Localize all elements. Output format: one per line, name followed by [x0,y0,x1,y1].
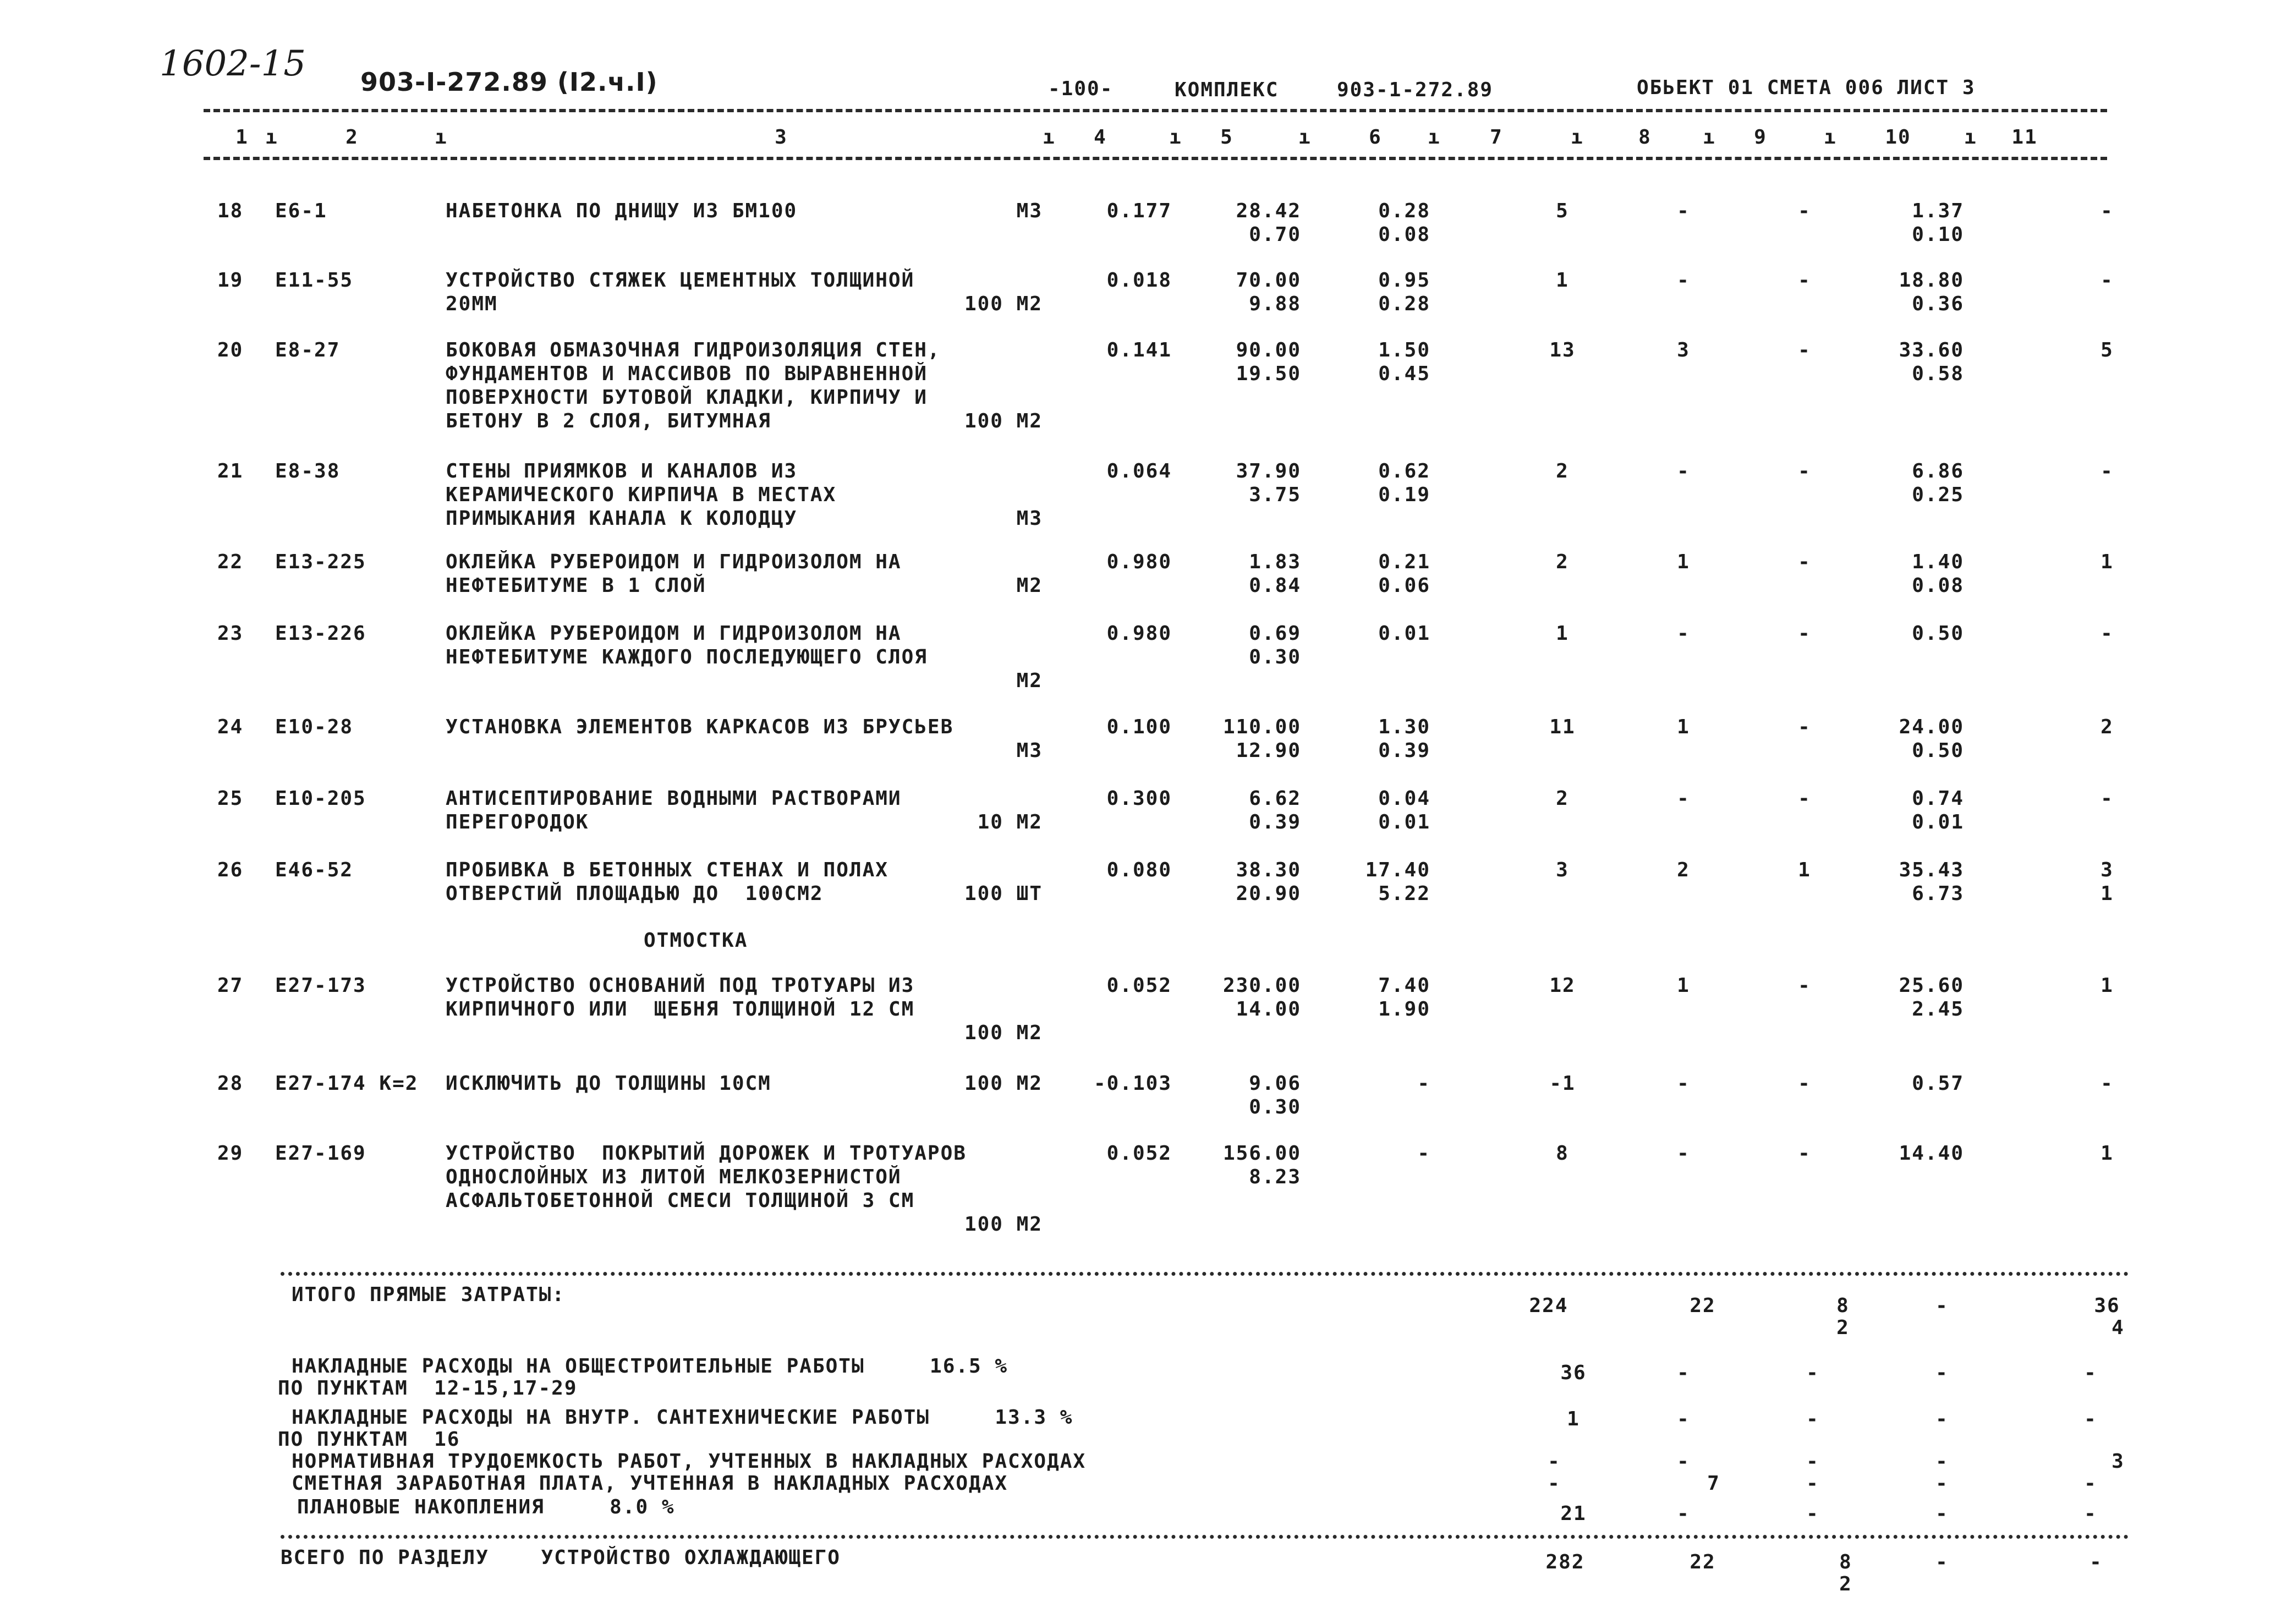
row-col9: - [1798,460,1811,482]
row-code: Е6-1 [275,200,327,222]
row-col5: 20.90 [1236,882,1301,905]
row-col8: - [1677,460,1690,482]
row-code: Е8-27 [275,339,341,361]
row-unit: М3 [1016,200,1043,222]
row-col7: 2 [1556,460,1569,482]
row-col11: - [2100,200,2114,222]
direct-c11: 4 [2112,1316,2125,1339]
row-quantity: 0.052 [1106,974,1172,997]
row-col9: - [1798,551,1811,573]
row-col5: 0.84 [1249,574,1301,597]
row-col7: 13 [1549,339,1576,361]
row-col6: 0.01 [1378,622,1430,645]
row-col5: 8.23 [1249,1166,1301,1188]
direct-costs-label: ИТОГО ПРЯМЫЕ ЗАТРАТЫ: [292,1283,566,1306]
row-code: Е27-169 [275,1142,366,1165]
wage-value: 7 [1707,1472,1720,1495]
row-unit: 100 М2 [964,293,1043,315]
wage-value: - [1548,1472,1561,1495]
row-quantity: 0.980 [1106,551,1172,573]
row-col7: 1 [1556,269,1569,292]
row-description: ОДНОСЛОЙНЫХ ИЗ ЛИТОЙ МЕЛКОЗЕРНИСТОЙ [446,1166,902,1188]
row-quantity: -0.103 [1093,1072,1172,1095]
row-number: 18 [217,200,244,222]
row-col9: - [1798,269,1811,292]
row-col10: 6.73 [1912,882,1964,905]
row-col6: 0.28 [1378,293,1430,315]
row-description: БЕТОНУ В 2 СЛОЯ, БИТУМНАЯ [446,410,771,432]
row-description: АНТИСЕПТИРОВАНИЕ ВОДНЫМИ РАСТВОРАМИ [446,787,902,810]
overhead-general-value: - [1806,1362,1819,1384]
row-description: ПРОБИВКА В БЕТОННЫХ СТЕНАХ И ПОЛАХ [446,859,889,881]
row-description: ОКЛЕЙКА РУБЕРОИДОМ И ГИДРОИЗОЛОМ НА [446,622,902,645]
row-unit: 100 М2 [964,1022,1043,1044]
row-col5: 38.30 [1236,859,1301,881]
row-col5: 37.90 [1236,460,1301,482]
row-col6: 0.01 [1378,811,1430,833]
row-col8: - [1677,200,1690,222]
row-col6: 1.50 [1378,339,1430,361]
row-col8: 1 [1677,974,1690,997]
row-number: 20 [217,339,244,361]
row-col7: 1 [1556,622,1569,645]
row-quantity: 0.100 [1106,716,1172,738]
row-quantity: 0.300 [1106,787,1172,810]
row-unit: М3 [1016,739,1043,762]
overhead-general-value: 36 [1560,1362,1587,1384]
row-number: 19 [217,269,244,292]
row-code: Е10-28 [275,716,354,738]
column-separator: ı [265,126,278,149]
row-description: ПЕРЕГОРОДОК [446,811,589,833]
row-col6: 0.04 [1378,787,1430,810]
row-col5: 19.50 [1236,363,1301,385]
row-col8: 2 [1677,859,1690,881]
row-description: СТЕНЫ ПРИЯМКОВ И КАНАЛОВ ИЗ [446,460,798,482]
row-description: ОКЛЕЙКА РУБЕРОИДОМ И ГИДРОИЗОЛОМ НА [446,551,902,573]
column-separator: ı [435,126,448,149]
row-col7: 2 [1556,551,1569,573]
row-col7: 11 [1549,716,1576,738]
row-col6: 1.30 [1378,716,1430,738]
row-col10: 6.86 [1912,460,1964,482]
row-col11: - [2100,787,2114,810]
row-quantity: 0.080 [1106,859,1172,881]
row-description: АСФАЛЬТОБЕТОННОЙ СМЕСИ ТОЛЩИНОЙ 3 СМ [446,1189,915,1212]
planned-savings-label: ПЛАНОВЫЕ НАКОПЛЕНИЯ 8.0 % [297,1496,675,1518]
planned-savings-value: - [1677,1502,1690,1525]
row-col7: 8 [1556,1142,1569,1165]
row-col8: 3 [1677,339,1690,361]
row-col8: - [1677,269,1690,292]
section-total-label: ВСЕГО ПО РАЗДЕЛУ УСТРОЙСТВО ОХЛАЖДАЮЩЕГО [281,1546,841,1569]
wage-value: - [1806,1472,1819,1495]
row-col5: 14.00 [1236,998,1301,1021]
row-description: НЕФТЕБИТУМЕ В 1 СЛОЙ [446,574,706,597]
row-col5: 1.83 [1249,551,1301,573]
wage-label: СМЕТНАЯ ЗАРАБОТНАЯ ПЛАТА, УЧТЕННАЯ В НАКЛАДНЫХ РАСХОДАХ [292,1472,1008,1495]
row-col10: 1.37 [1912,200,1964,222]
direct-c10: - [1935,1294,1949,1317]
row-description: БОКОВАЯ ОБМАЗОЧНАЯ ГИДРОИЗОЛЯЦИЯ СТЕН, [446,339,941,361]
row-number: 23 [217,622,244,645]
labor-value: - [1548,1450,1561,1473]
labor-value: 3 [2112,1450,2125,1473]
row-col11: - [2100,622,2114,645]
dotted-rule [281,1272,2129,1276]
row-number: 22 [217,551,244,573]
row-description: НАБЕТОНКА ПО ДНИЩУ ИЗ БМ100 [446,200,798,222]
row-number: 29 [217,1142,244,1165]
column-separator: ı [1964,126,1977,149]
row-col10: 0.10 [1912,223,1964,246]
column-header-2: 2 [345,126,359,149]
overhead-sanitary-label: НАКЛАДНЫЕ РАСХОДЫ НА ВНУТР. САНТЕХНИЧЕСКИЕ РАБОТЫ 13.3 % [292,1406,1073,1429]
page-number: -100- [1048,78,1114,100]
row-col11: 5 [2100,339,2114,361]
row-col11: 1 [2100,882,2114,905]
overhead-sanitary-value: - [2084,1408,2097,1430]
labor-value: - [1677,1450,1690,1473]
overhead-general-value: - [1935,1362,1949,1384]
row-quantity: 0.018 [1106,269,1172,292]
row-quantity: 0.064 [1106,460,1172,482]
overhead-general-value: - [2084,1362,2097,1384]
column-header-5: 5 [1220,126,1233,149]
row-col10: 0.08 [1912,574,1964,597]
planned-savings-value: - [1806,1502,1819,1525]
row-description: КЕРАМИЧЕСКОГО КИРПИЧА В МЕСТАХ [446,484,837,506]
column-separator: ı [1571,126,1584,149]
column-separator: ı [1169,126,1182,149]
row-col5: 0.39 [1249,811,1301,833]
row-col6: 1.90 [1378,998,1430,1021]
row-description: УСТРОЙСТВО ОСНОВАНИЙ ПОД ТРОТУАРЫ ИЗ [446,974,915,997]
row-col10: 24.00 [1899,716,1964,738]
object-info: ОБЬЕКТ 01 СМЕТА 006 ЛИСТ 3 [1637,76,1976,99]
column-header-8: 8 [1638,126,1652,149]
overhead-sanitary-value: - [1806,1408,1819,1430]
row-number: 24 [217,716,244,738]
column-separator: ı [1298,126,1312,149]
row-description: УСТРОЙСТВО ПОКРЫТИЙ ДОРОЖЕК И ТРОТУАРОВ [446,1142,967,1165]
row-code: Е46-52 [275,859,354,881]
row-description: ПРИМЫКАНИЯ КАНАЛА К КОЛОДЦУ [446,507,798,530]
row-col9: 1 [1798,859,1811,881]
row-col5: 12.90 [1236,739,1301,762]
dashed-rule [204,109,2107,112]
row-code: Е27-174 К=2 [275,1072,419,1095]
row-code: Е13-225 [275,551,366,573]
row-col6: 0.08 [1378,223,1430,246]
row-col7: -1 [1549,1072,1576,1095]
column-separator: ı [1043,126,1056,149]
dashed-rule [204,157,2107,160]
section-c7: 282 [1545,1551,1585,1573]
section-c9: 8 [1839,1551,1852,1573]
row-col6: 0.95 [1378,269,1430,292]
row-col5: 0.30 [1249,1096,1301,1118]
row-col8: - [1677,622,1690,645]
row-unit: 100 М2 [964,1072,1043,1095]
row-col5: 0.69 [1249,622,1301,645]
row-col11: - [2100,460,2114,482]
row-col10: 0.58 [1912,363,1964,385]
row-unit: 100 М2 [964,1213,1043,1236]
row-unit: М2 [1016,670,1043,692]
row-description: ПОВЕРХНОСТИ БУТОВОЙ КЛАДКИ, КИРПИЧУ И [446,386,928,409]
labor-value: - [1806,1450,1819,1473]
row-description: УСТАНОВКА ЭЛЕМЕНТОВ КАРКАСОВ ИЗ БРУСЬЕВ [446,716,954,738]
row-col6: - [1417,1142,1430,1165]
row-col10: 18.80 [1899,269,1964,292]
row-col6: 0.45 [1378,363,1430,385]
row-unit: М2 [1016,574,1043,597]
column-header-11: 11 [2011,126,2038,149]
complex-label: КОМПЛЕКС [1175,79,1279,101]
row-col7: 2 [1556,787,1569,810]
overhead-sanitary-value: - [1935,1408,1949,1430]
row-quantity: 0.141 [1106,339,1172,361]
column-header-7: 7 [1490,126,1503,149]
row-col7: 3 [1556,859,1569,881]
row-col5: 6.62 [1249,787,1301,810]
row-col8: 1 [1677,716,1690,738]
row-col6: 0.19 [1378,484,1430,506]
column-header-10: 10 [1885,126,1911,149]
row-col11: 1 [2100,551,2114,573]
direct-c7: 224 [1529,1294,1568,1317]
labor-label: НОРМАТИВНАЯ ТРУДОЕМКОСТЬ РАБОТ, УЧТЕННЫХ В НАКЛАДНЫХ РАСХОДАХ [292,1450,1087,1473]
row-code: Е10-205 [275,787,366,810]
row-description: УСТРОЙСТВО СТЯЖЕК ЦЕМЕНТНЫХ ТОЛЩИНОЙ [446,269,915,292]
direct-c11: 36 [2094,1294,2120,1317]
row-description: НЕФТЕБИТУМЕ КАЖДОГО ПОСЛЕДУЮЩЕГО СЛОЯ [446,646,928,668]
row-col5: 3.75 [1249,484,1301,506]
row-number: 26 [217,859,244,881]
row-quantity: 0.177 [1106,200,1172,222]
row-col5: 0.70 [1249,223,1301,246]
row-col10: 14.40 [1899,1142,1964,1165]
row-unit: 100 М2 [964,410,1043,432]
complex-number: 903-1-272.89 [1337,79,1494,101]
row-col10: 0.74 [1912,787,1964,810]
overhead-sanitary-items: ПО ПУНКТАМ 16 [278,1428,460,1451]
row-col6: 17.40 [1365,859,1430,881]
section-c10: - [1935,1551,1949,1573]
row-col9: - [1798,200,1811,222]
column-header-3: 3 [775,126,788,149]
direct-c9: 8 [1836,1294,1850,1317]
row-col11: 2 [2100,716,2114,738]
row-description: ОТВЕРСТИЙ ПЛОЩАДЬЮ ДО 100СМ2 [446,882,824,905]
doc-number: 903-I-272.89 (I2.ч.I) [360,67,658,97]
column-header-9: 9 [1754,126,1767,149]
row-number: 28 [217,1072,244,1095]
row-col9: - [1798,622,1811,645]
row-col9: - [1798,1142,1811,1165]
row-col6: 0.06 [1378,574,1430,597]
planned-savings-value: 21 [1560,1502,1587,1525]
row-col10: 0.36 [1912,293,1964,315]
wage-value: - [1935,1472,1949,1495]
row-col11: 1 [2100,1142,2114,1165]
row-description: ФУНДАМЕНТОВ И МАССИВОВ ПО ВЫРАВНЕННОЙ [446,363,928,385]
row-col6: 0.21 [1378,551,1430,573]
column-separator: ı [1428,126,1441,149]
row-col9: - [1798,787,1811,810]
row-code: Е13-226 [275,622,366,645]
row-col10: 1.40 [1912,551,1964,573]
row-col5: 110.00 [1222,716,1301,738]
overhead-sanitary-value: - [1677,1408,1690,1430]
row-quantity: 0.980 [1106,622,1172,645]
direct-c9: 2 [1836,1316,1850,1339]
overhead-general-label: НАКЛАДНЫЕ РАСХОДЫ НА ОБЩЕСТРОИТЕЛЬНЫЕ РАБОТЫ 16.5 % [292,1355,1008,1378]
row-description: 20ММ [446,293,498,315]
row-code: Е8-38 [275,460,341,482]
row-col10: 35.43 [1899,859,1964,881]
column-header-4: 4 [1094,126,1107,149]
dotted-rule [281,1535,2129,1539]
section-c11: - [2089,1551,2103,1573]
row-number: 21 [217,460,244,482]
subheading: ОТМОСТКА [644,929,748,952]
column-separator: ı [1824,126,1837,149]
row-col9: - [1798,716,1811,738]
column-header-6: 6 [1369,126,1382,149]
row-col8: 1 [1677,551,1690,573]
row-col10: 25.60 [1899,974,1964,997]
row-col7: 12 [1549,974,1576,997]
row-col11: 1 [2100,974,2114,997]
handwritten-code: 1602-15 [160,43,306,84]
row-col5: 9.88 [1249,293,1301,315]
row-number: 25 [217,787,244,810]
direct-c8: 22 [1690,1294,1716,1317]
section-c8: 22 [1690,1551,1716,1573]
row-col8: - [1677,787,1690,810]
row-code: Е27-173 [275,974,366,997]
row-description: КИРПИЧНОГО ИЛИ ЩЕБНЯ ТОЛЩИНОЙ 12 СМ [446,998,915,1021]
row-col5: 156.00 [1222,1142,1301,1165]
wage-value: - [2084,1472,2097,1495]
overhead-general-items: ПО ПУНКТАМ 12-15,17-29 [278,1377,578,1400]
row-col6: 0.39 [1378,739,1430,762]
row-col6: 0.62 [1378,460,1430,482]
row-col11: 3 [2100,859,2114,881]
section-c9: 2 [1839,1573,1852,1595]
row-col10: 0.50 [1912,622,1964,645]
row-col7: 5 [1556,200,1569,222]
row-col5: 9.06 [1249,1072,1301,1095]
row-col8: - [1677,1072,1690,1095]
planned-savings-value: - [2084,1502,2097,1525]
overhead-general-value: - [1677,1362,1690,1384]
row-col9: - [1798,974,1811,997]
row-col6: 7.40 [1378,974,1430,997]
row-col10: 0.57 [1912,1072,1964,1095]
row-col5: 0.30 [1249,646,1301,668]
row-col6: - [1417,1072,1430,1095]
row-col10: 0.50 [1912,739,1964,762]
row-col5: 230.00 [1222,974,1301,997]
row-unit: 10 М2 [977,811,1043,833]
row-col11: - [2100,1072,2114,1095]
row-col5: 90.00 [1236,339,1301,361]
row-quantity: 0.052 [1106,1142,1172,1165]
labor-value: - [1935,1450,1949,1473]
row-number: 27 [217,974,244,997]
row-col10: 33.60 [1899,339,1964,361]
row-col9: - [1798,1072,1811,1095]
row-unit: 100 ШТ [964,882,1043,905]
row-description: ИСКЛЮЧИТЬ ДО ТОЛЩИНЫ 10СМ [446,1072,771,1095]
row-unit: М3 [1016,507,1043,530]
row-col11: - [2100,269,2114,292]
row-col8: - [1677,1142,1690,1165]
row-col10: 2.45 [1912,998,1964,1021]
row-col5: 70.00 [1236,269,1301,292]
column-separator: ı [1703,126,1716,149]
row-code: Е11-55 [275,269,354,292]
row-col6: 5.22 [1378,882,1430,905]
row-col10: 0.25 [1912,484,1964,506]
column-header-1: 1 [235,126,249,149]
row-col10: 0.01 [1912,811,1964,833]
row-col6: 0.28 [1378,200,1430,222]
row-col5: 28.42 [1236,200,1301,222]
row-col9: - [1798,339,1811,361]
planned-savings-value: - [1935,1502,1949,1525]
overhead-sanitary-value: 1 [1567,1408,1580,1430]
